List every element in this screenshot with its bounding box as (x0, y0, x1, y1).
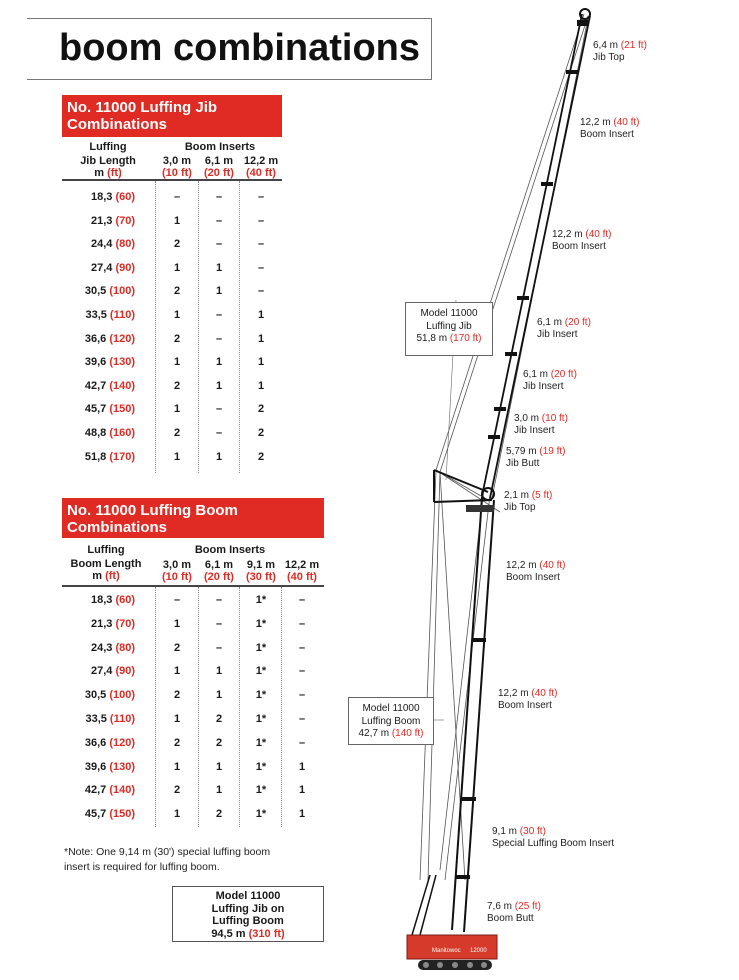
boom-row-cell: 2 (173, 641, 181, 654)
jib-insert-col-m: 3,0 m (162, 155, 192, 167)
jib-row-cell: – (257, 238, 265, 251)
boom-row-length: 42,7 (140) (84, 784, 135, 797)
boom-inserts-header: Boom Inserts (194, 544, 266, 556)
callout-length: 9,1 m (30 ft) (492, 826, 546, 837)
boom-row-cell: 1 (298, 784, 306, 797)
boom-row-cell: 1* (255, 594, 267, 606)
callout-section-name: Jib Insert (537, 329, 578, 340)
callout-section-name: Jib Butt (506, 458, 540, 469)
crane-model: 12000 (470, 948, 487, 954)
boom-insert-col-m: 12,2 m (284, 559, 320, 571)
footnote-line-1: *Note: One 9,14 m (30') special luffing boom (64, 846, 271, 858)
jib-row-cell: 1 (257, 309, 265, 321)
boom-row-length: 24,3 (80) (90, 641, 135, 654)
jib-box-length: 51,8 m (170 ft) (416, 333, 482, 344)
jib-inserts-header: Boom Inserts (184, 141, 256, 153)
jib-row-length: 45,7 (150) (84, 403, 135, 416)
model-box-line-2: Luffing Jib on (211, 902, 285, 915)
boom-tip (466, 505, 494, 512)
jib-row-cell: 1 (215, 356, 223, 369)
jib-row-length: 39,6 (130) (84, 356, 135, 369)
footnote-line-2: insert is required for luffing boom. (64, 861, 220, 873)
boom-row-cell: – (298, 594, 306, 606)
boom-row-cell: 1* (255, 665, 267, 678)
section-callout (537, 317, 591, 341)
boom-row-length: 30,5 (100) (84, 689, 135, 702)
jib-insert-col-m: 12,2 m (243, 155, 279, 167)
boom-insert-col-ft: (30 ft) (246, 571, 276, 583)
boom-row-cell: 1* (255, 641, 267, 654)
boom-row-cell: 1 (215, 689, 223, 702)
boom-row-cell: 1* (255, 808, 267, 821)
callout-section-name: Jib Top (504, 502, 536, 513)
section-callout (593, 40, 647, 64)
boom-insert-col-ft: (40 ft) (287, 571, 317, 583)
boom-row-cell: 1 (215, 665, 223, 678)
jib-row-cell: – (257, 261, 265, 274)
section-callout (487, 901, 541, 925)
boom-row-cell: – (215, 617, 223, 630)
jib-row-cell: 1 (173, 356, 181, 369)
jib-insert-col-ft: (10 ft) (162, 167, 192, 179)
boom-row-cell: – (298, 689, 306, 702)
jib-row-length: 18,3 (60) (90, 191, 135, 203)
jib-box-line-2: Luffing Jib (426, 320, 472, 332)
callout-length: 12,2 m (40 ft) (580, 117, 640, 128)
luffing-jib-model-box (405, 302, 493, 356)
jib-row-cell: – (215, 214, 223, 227)
section-callout (580, 117, 639, 141)
jib-row-length: 27,4 (90) (90, 261, 135, 274)
jib-row-cell: – (257, 285, 265, 298)
jib-length-label-3: m (ft) (94, 167, 122, 179)
boom-row-cell: 1* (255, 784, 267, 797)
jib-row-length: 48,8 (160) (84, 427, 135, 439)
section-callout (523, 369, 577, 393)
jib-row-cell: 1 (215, 450, 223, 463)
boom-box-line-1: Model 11000 (362, 703, 420, 714)
callout-section-name: Jib Insert (523, 381, 564, 392)
mast (412, 875, 436, 935)
jib-row-cell: 2 (257, 427, 265, 439)
jib-row-length: 21,3 (70) (90, 214, 135, 227)
boom-length-label-1: Luffing (87, 544, 125, 556)
jib-row-cell: 2 (257, 403, 265, 416)
boom-row-cell: 1 (173, 713, 181, 725)
callout-section-name: Special Luffing Boom Insert (492, 838, 615, 849)
boom-row-cell: – (298, 665, 306, 678)
boom-row-length: 39,6 (130) (84, 760, 135, 773)
boom-row-cell: 1 (215, 784, 223, 797)
jib-row-cell: – (257, 191, 265, 203)
jib-insert-col-ft: (20 ft) (204, 167, 234, 179)
boom-row-cell: 1* (255, 713, 267, 725)
callout-length: 5,79 m (19 ft) (506, 446, 566, 457)
boom-row-cell: 1 (173, 665, 181, 678)
jib-tip-head (577, 9, 590, 26)
crane-brand: Manitowoc (432, 948, 461, 954)
boom-row-cell: – (215, 594, 223, 606)
jib-hinge (482, 488, 494, 500)
jib-row-length: 42,7 (140) (84, 379, 135, 392)
boom-row-length: 18,3 (60) (90, 594, 135, 606)
boom-row-cell: – (215, 641, 223, 654)
boom-row-cell: 2 (215, 713, 223, 725)
boom-length-label-2: Boom Length (70, 558, 142, 570)
jib-row-length: 36,6 (120) (84, 332, 135, 345)
section-callout (514, 413, 568, 437)
boom-insert-col-ft: (20 ft) (204, 571, 234, 583)
boom-row-cell: 1 (173, 808, 181, 821)
boom-row-cell: 2 (215, 808, 223, 821)
boom-row-length: 21,3 (70) (90, 617, 135, 630)
callout-length: 6,1 m (20 ft) (523, 369, 577, 380)
jib-row-cell: 2 (173, 332, 181, 345)
boom-row-cell: 1 (298, 760, 306, 773)
section-callout (492, 826, 614, 850)
jib-row-cell: 1 (215, 285, 223, 298)
boom-heading-line-1: No. 11000 Luffing Boom (67, 502, 238, 519)
section-callout (498, 688, 557, 712)
jib-insert-col-ft: (40 ft) (246, 167, 276, 179)
jib-row-cell: 2 (173, 285, 181, 298)
jib-row-cell: 2 (173, 379, 181, 392)
boom-row-cell: 2 (173, 736, 181, 749)
boom-insert-col-m: 9,1 m (246, 559, 276, 571)
boom-row-cell: 1* (255, 689, 267, 702)
boom-row-cell: 2 (173, 784, 181, 797)
jib-length-label-2: Jib Length (80, 155, 136, 167)
jib-row-cell: 2 (257, 450, 265, 463)
jib-row-cell: – (215, 238, 223, 251)
page-title: boom combinations (59, 27, 420, 69)
section-callout (504, 490, 552, 514)
jib-row-cell: 1 (173, 450, 181, 463)
section-callout (506, 560, 565, 584)
callout-length: 2,1 m (5 ft) (504, 490, 553, 501)
boom-row-length: 45,7 (150) (84, 808, 135, 821)
boom-row-cell: – (298, 713, 306, 725)
boom-heading-line-2: Combinations (67, 519, 167, 536)
jib-row-cell: 1 (173, 403, 181, 416)
boom-insert-col-m: 3,0 m (162, 559, 192, 571)
boom-row-cell: 1* (255, 617, 267, 630)
callout-length: 6,1 m (20 ft) (537, 317, 591, 328)
boom-row-cell: 1* (255, 760, 267, 773)
jib-row-cell: 1 (257, 356, 265, 369)
boom-row-length: 36,6 (120) (84, 736, 135, 749)
jib-row-cell: 1 (173, 261, 181, 274)
model-box-line-3: Luffing Boom (212, 915, 284, 927)
jib-row-length: 33,5 (110) (85, 309, 135, 321)
jib-heading-line-2: Combinations (67, 116, 167, 133)
jib-insert-col-m: 6,1 m (204, 155, 234, 167)
jib-row-cell: – (215, 332, 223, 345)
callout-section-name: Boom Butt (487, 913, 534, 924)
jib-row-length: 51,8 (170) (84, 450, 135, 463)
boom-row-cell: – (173, 594, 181, 606)
boom-length-label-3: m (ft) (92, 570, 120, 582)
callout-section-name: Jib Top (593, 52, 625, 63)
boom-row-cell: 2 (173, 689, 181, 702)
boom-row-cell: – (298, 617, 306, 630)
jib-row-cell: 1 (173, 214, 181, 227)
callout-length: 6,4 m (21 ft) (593, 40, 647, 51)
callout-length: 7,6 m (25 ft) (487, 901, 541, 912)
boom-row-cell: – (298, 736, 306, 749)
jib-row-cell: 1 (257, 379, 265, 392)
callout-length: 12,2 m (40 ft) (498, 688, 558, 699)
callout-section-name: Boom Insert (580, 129, 634, 140)
boom-row-cell: – (298, 641, 306, 654)
callout-length: 12,2 m (40 ft) (552, 229, 612, 240)
jib-row-cell: – (173, 191, 181, 203)
jib-row-length: 30,5 (100) (84, 285, 135, 298)
jib-row-cell: – (215, 403, 223, 416)
boom-row-cell: 1 (298, 808, 306, 821)
boom-row-cell: 2 (215, 736, 223, 749)
jib-row-cell: 1 (215, 261, 223, 274)
boom-row-length: 27,4 (90) (90, 665, 135, 678)
callout-section-name: Jib Insert (514, 425, 555, 436)
boom-insert-col-m: 6,1 m (204, 559, 234, 571)
jib-row-cell: – (215, 309, 223, 321)
jib-heading-line-1: No. 11000 Luffing Jib (67, 99, 218, 116)
callout-length: 12,2 m (40 ft) (506, 560, 566, 571)
boom-row-cell: 1 (173, 760, 181, 773)
section-callout (506, 446, 565, 470)
jib-row-cell: – (215, 427, 223, 439)
model-box-line-1: Model 11000 (215, 890, 281, 902)
boom-box-line-2: Luffing Boom (361, 715, 421, 727)
callout-length: 3,0 m (10 ft) (514, 413, 568, 424)
boom-row-cell: 1* (255, 736, 267, 749)
jib-box-line-1: Model 11000 (420, 308, 478, 319)
boom-row-length: 33,5 (110) (85, 713, 135, 725)
jib-row-length: 24,4 (80) (90, 238, 135, 251)
callout-section-name: Boom Insert (552, 241, 606, 252)
jib-row-cell: – (257, 214, 265, 227)
callout-section-name: Boom Insert (498, 700, 552, 711)
section-callout (552, 229, 611, 253)
jib-row-cell: 1 (173, 309, 181, 321)
jib-row-cell: 1 (257, 332, 265, 345)
boom-row-cell: 1 (173, 617, 181, 630)
boom-row-cell: 1 (215, 760, 223, 773)
jib-row-cell: – (215, 191, 223, 203)
model-box-length: 94,5 m (310 ft) (211, 927, 285, 940)
jib-row-cell: 1 (215, 379, 223, 392)
jib-row-cell: 2 (173, 427, 181, 439)
jib-length-label-1: Luffing (89, 141, 127, 153)
boom-box-length: 42,7 m (140 ft) (358, 728, 424, 739)
luffing-boom-model-box (348, 697, 434, 745)
boom-insert-col-ft: (10 ft) (162, 571, 192, 583)
jib-row-cell: 2 (173, 238, 181, 251)
callout-section-name: Boom Insert (506, 572, 560, 583)
crane-upperworks (407, 935, 497, 959)
